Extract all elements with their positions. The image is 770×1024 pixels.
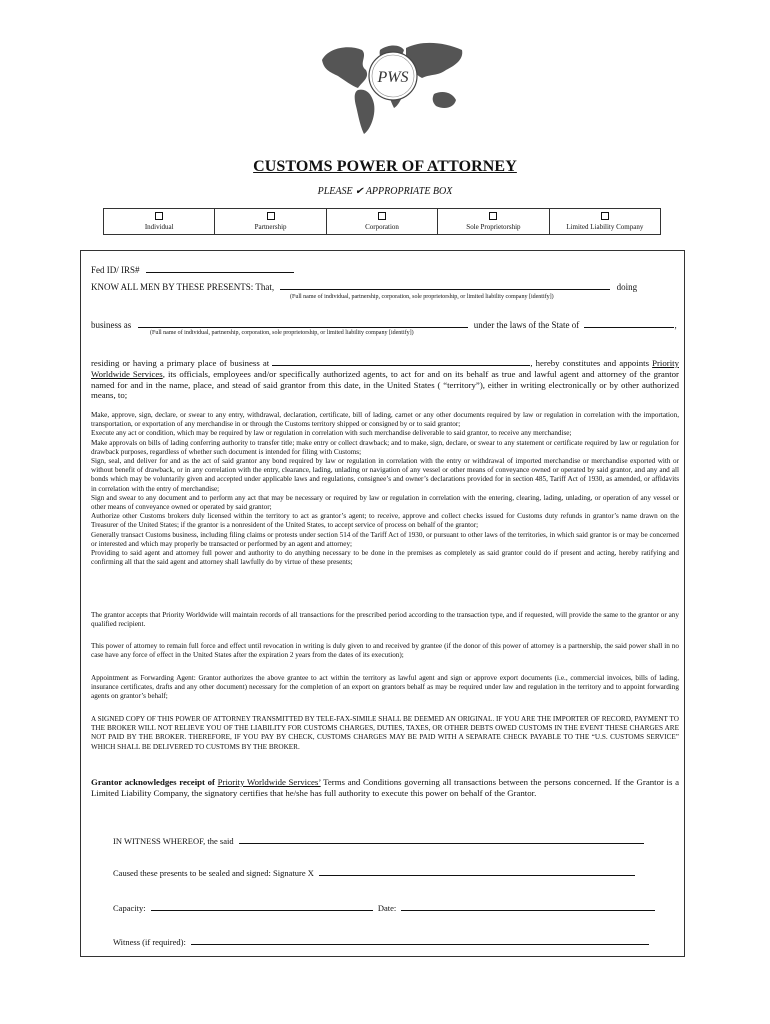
signature-field[interactable] xyxy=(319,866,635,876)
place-of-business-field[interactable] xyxy=(272,356,530,366)
pws-logo xyxy=(318,30,468,140)
power-item: Authorize other Customs brokers duly licensed within the territory to act as grantor’s agent; to receive, approve and collect checks issued for Customs duty refunds in grantor’s name drawn on the Treasurer of the United States; if the grantor is a nonresident of the United States, to accept service of process on behalf of the grantor; xyxy=(91,512,679,530)
power-item: Make approvals on bills of lading conferring authority to transfer title; make entry or collect drawback; and to make, sign, declare, or swear to any statement or certificate required by law or regulation for drawback purposes, regardless of whether such document is intended for filing with Customs; xyxy=(91,438,679,456)
powers-list xyxy=(91,411,679,567)
date-field[interactable] xyxy=(401,901,655,911)
checkbox-icon[interactable] xyxy=(155,212,163,220)
checkbox-icon[interactable] xyxy=(267,212,275,220)
fed-id-field[interactable] xyxy=(146,263,294,273)
validity-paragraph: This power of attorney to remain full force and effect until revocation in writing is duly given to and received by grantee (if the donor of this power of attorney is a partnership, the said power shall in no case have any force of effect in the United States after the expiration 2 years from the dates of its execution); xyxy=(91,642,679,660)
capacity-field[interactable] xyxy=(151,901,373,911)
residing-suffix: , hereby constitutes and appoints xyxy=(530,358,649,368)
residing-rest: , its officials, employees and/or specifically authorized agents, to act for and on its behalf as true and lawful agent and attorney of the grantor named for and in the name, place, and stead of said grantor from this date, in the United States ( “territory”), either in writing electronically or by other authorized means, to; xyxy=(91,368,679,401)
entity-type-sole-proprietorship[interactable]: Sole Proprietorship xyxy=(438,209,549,234)
logo-text: PWS xyxy=(377,69,409,86)
power-item: Providing to said agent and attorney full power and authority to do anything necessary to be done in the premises as completely as said grantor could do if present and acting, hereby ratifying and confirming all that the said agent and attorney shall lawfully do by virtue of these presents; xyxy=(91,549,679,567)
entity-type-table xyxy=(103,208,661,235)
document-subtitle: PLEASE ✔ APPROPRIATE BOX xyxy=(317,186,453,197)
acknowledge-paragraph xyxy=(91,777,679,799)
business-as-line xyxy=(91,318,677,330)
capacity-label: Capacity: xyxy=(113,903,146,913)
records-paragraph: The grantor accepts that Priority Worldwide will maintain records of all transactions for the prescribed period according to the transaction type, and if requested, will provide the same to the grantor or any qualified recipient. xyxy=(91,611,679,629)
signature-label: Caused these presents to be sealed and signed: Signature X xyxy=(113,868,314,878)
residing-prefix: residing or having a primary place of business at xyxy=(91,358,270,368)
witness-label: Witness (if required): xyxy=(113,937,186,947)
checkbox-icon[interactable] xyxy=(601,212,609,220)
doing-label: doing xyxy=(616,282,638,292)
witness-field[interactable] xyxy=(191,935,649,945)
checkbox-icon[interactable] xyxy=(489,212,497,220)
residing-paragraph xyxy=(91,356,679,401)
acknowledge-rest: Terms and Conditions governing all transactions between the persons concerned. If the Grantor is a Limited Liability Company, the signatory certifies that he/she has full authority to execute this power on behalf of the Grantor. xyxy=(91,777,679,798)
capacity-date-line xyxy=(113,901,655,913)
power-item: Generally transact Customs business, including filing claims or protests under section 514 of the Tariff Act of 1930, or pursuant to other laws of the territories, in which said grantor is or may be concerned or interested and which may properly be transacted or performed by an agent and attorney; xyxy=(91,530,679,548)
business-name-field[interactable] xyxy=(138,318,468,328)
know-all-label: KNOW ALL MEN BY THESE PRESENTS: That, xyxy=(91,282,275,292)
business-as-label: business as xyxy=(91,320,132,330)
fullname-note-1: (Full name of individual, partnership, corporation, sole proprietorship, or limited liability company [identify]) xyxy=(290,294,554,300)
fullname-note-2: (Full name of individual, partnership, corporation, sole proprietorship, or limited liability company [identify]) xyxy=(150,330,414,336)
forwarding-paragraph: Appointment as Forwarding Agent: Grantor authorizes the above grantee to act within the territory as lawful agent and sign or approve export documents (i.e., commercial invoices, bills of lading, insurance certificates, drafts and any other document) necessary for the completion of an export on grantors behalf as may be required under law and regulation in the territory and to appoint forwarding agents on grantor’s behalf; xyxy=(91,674,679,701)
company-name: Priority Worldwide Services xyxy=(91,358,679,379)
document-title: CUSTOMS POWER OF ATTORNEY xyxy=(253,158,517,175)
comma: , xyxy=(674,320,677,330)
date-label: Date: xyxy=(377,903,397,913)
power-item: Make, approve, sign, declare, or swear to any entry, withdrawal, declaration, certificate, bill of lading, carnet or any other documents required by law or regulation in correlation with the importation, transportation, or exportation of any merchandise in or through the Customs territory shipped or consigned by or to said grantor; xyxy=(91,411,679,429)
sealed-signed-line xyxy=(113,866,635,878)
witness-whereof-label: IN WITNESS WHEREOF, the said xyxy=(113,836,234,846)
entity-type-individual[interactable]: Individual xyxy=(104,209,215,234)
fed-id-line xyxy=(91,263,294,275)
state-label: under the laws of the State of xyxy=(473,320,580,330)
power-item: Sign and swear to any document and to perform any act that may be necessary or required by law or regulation in correlation with the entering, clearing, lading, unlading, or operation of any vessel or other means of conveyance owned or operated by said grantor; xyxy=(91,493,679,512)
fed-id-label: Fed ID/ IRS# xyxy=(91,265,140,275)
power-item: Sign, seal, and deliver for and as the act of said grantor any bond required by law or regulation in correlation with the entry or withdrawal of imported merchandise or merchandise exported with or without benefit of drawback, or in any correlation with the entry, clearance, lading, unlading or navigation of any vessel or other means of conveyance owned or operated by said grantor, and any and all bonds which may be voluntarily given and accepted under applicable laws and regulations, consignee’s and owner’s declarations provided for in section 485, Tariff Act of 1930, as amended, or affidavits in correlation with the entry of merchandise; xyxy=(91,457,679,493)
know-all-line xyxy=(91,280,637,292)
entity-type-llc[interactable]: Limited Liability Company xyxy=(550,209,660,234)
acknowledge-company: Priority Worldwide Services’ xyxy=(217,777,321,787)
entity-type-corporation[interactable]: Corporation xyxy=(327,209,438,234)
witness-whereof-field[interactable] xyxy=(239,834,644,844)
caps-paragraph: A SIGNED COPY OF THIS POWER OF ATTORNEY TRANSMITTED BY TELE-FAX-SIMILE SHALL BE DEEMED AN ORIGINAL. IF YOU ARE THE IMPORTER OF RECORD, PAYMENT TO THE BROKER WILL NOT RELIEVE YOU OF THE LIABILITY FOR CUSTOMS CHARGES, DUTIES, TAXES, OR OTHER DEBTS OWED CUSTOMS IN THE EVENT THESE CHARGES ARE NOT PAID BY THE BROKER. THEREFORE, IF YOU PAY BY CHECK, CUSTOMS CHARGES MAY BE PAID WITH A SEPARATE CHECK PAYABLE TO THE “U.S. CUSTOMS SERVICE” WHICH SHALL BE DELIVERED TO CUSTOMS BY THE BROKER. xyxy=(91,715,679,751)
power-item: Execute any act or condition, which may be required by law or regulation in correlation with such merchandise deliverable to said grantor, to receive any merchandise; xyxy=(91,429,572,438)
state-field[interactable] xyxy=(584,318,677,330)
acknowledge-bold: Grantor acknowledges receipt of xyxy=(91,777,215,787)
checkbox-icon[interactable] xyxy=(378,212,386,220)
grantor-name-field[interactable] xyxy=(280,280,610,290)
entity-type-partnership[interactable]: Partnership xyxy=(215,209,326,234)
witness-whereof-line xyxy=(113,834,644,846)
witness-line xyxy=(113,935,649,947)
